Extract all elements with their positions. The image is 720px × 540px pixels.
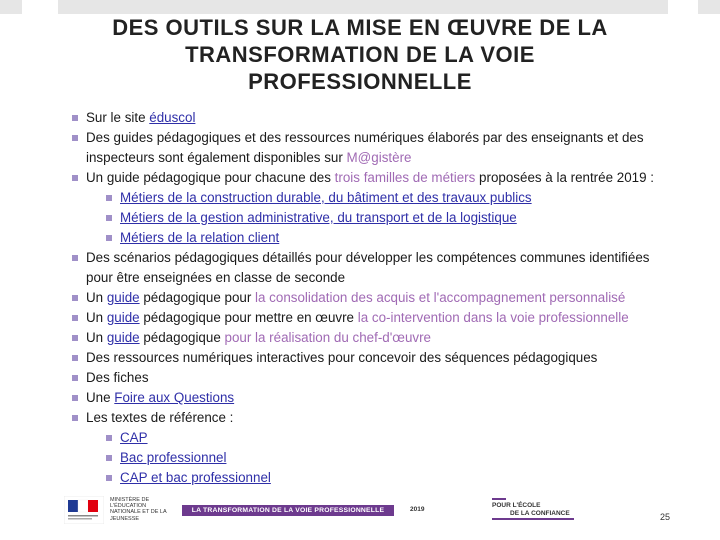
list-item-textes [58, 408, 690, 428]
ecole-confiance-logo [492, 498, 582, 520]
bullet-icon [106, 435, 112, 441]
ecole-line-1: POUR L'ÉCOLE [492, 502, 541, 509]
title-line-2: TRANSFORMATION DE LA VOIE [185, 42, 535, 67]
title-line-1: DES OUTILS SUR LA MISE EN ŒUVRE DE LA [112, 15, 608, 40]
list-item-consolidation [58, 288, 690, 308]
item-text: Un [86, 290, 107, 305]
item-text: Un [86, 330, 107, 345]
bullet-icon [72, 295, 78, 301]
sub-item-cap [58, 428, 690, 448]
item-text: Des guides pédagogiques et des ressources numériques élaborés par des enseignants et des [86, 130, 644, 145]
list-item-eduscol [58, 108, 690, 128]
ministry-label: MINISTÈRE DE L'ÉDUCATION NATIONALE ET DE LA JEUNESSE [110, 497, 167, 522]
consolidation-text: la consolidation des acquis et l'accompagnement personnalisé [255, 290, 626, 305]
item-text: pédagogique pour [139, 290, 256, 305]
bac-pro-link[interactable]: Bac professionnel [120, 450, 227, 465]
item-text: Des scénarios pédagogiques détaillés pour développer les compétences communes identifiées [86, 250, 650, 265]
bullet-icon [72, 375, 78, 381]
top-right-tab [698, 0, 720, 14]
list-item-fiches [58, 368, 690, 388]
bullet-icon [72, 255, 78, 261]
ecole-line-2: DE LA CONFIANCE [510, 509, 570, 517]
eduscol-link[interactable]: éduscol [149, 110, 196, 125]
guide-link-consolidation[interactable]: guide [106, 290, 140, 305]
list-item-ressources [58, 348, 690, 368]
marianne-logo-icon [64, 496, 104, 524]
item-text: pédagogique [139, 330, 225, 345]
list-item-cointervention [58, 308, 690, 328]
item-text: proposées à la rentrée 2019 : [475, 170, 654, 185]
bullet-icon [72, 315, 78, 321]
top-left-tab [0, 0, 22, 14]
list-item-scenarios [58, 248, 690, 288]
construction-link[interactable]: Métiers de la construction durable, du bâtiment et des travaux publics [120, 190, 532, 205]
bullet-icon [72, 395, 78, 401]
bullet-icon [72, 355, 78, 361]
sub-item-construction [58, 188, 690, 208]
item-text: pour être enseignées en classe de seconde [86, 270, 346, 285]
faq-link[interactable]: Foire aux Questions [114, 390, 235, 405]
sub-item-relation [58, 228, 690, 248]
item-text: Une [86, 390, 115, 405]
sub-item-bac-pro [58, 448, 690, 468]
page-number: 25 [659, 512, 670, 522]
bullet-icon [72, 335, 78, 341]
bullet-icon [72, 175, 78, 181]
ecole-logo-underline [492, 518, 574, 520]
sub-item-cap-bac [58, 468, 690, 488]
bullet-icon [72, 115, 78, 121]
gestion-link[interactable]: Métiers de la gestion administrative, du transport et de la logistique [120, 210, 517, 225]
item-text: pédagogique pour mettre en œuvre [139, 310, 358, 325]
year-label: 2019 [410, 506, 425, 513]
item-text: Les textes de référence : [86, 410, 234, 425]
magistere-link[interactable]: M@gistère [346, 150, 412, 165]
slide-title [60, 14, 660, 95]
bullet-icon [106, 455, 112, 461]
item-text: Un guide pédagogique pour chacune des [86, 170, 335, 185]
transformation-banner: LA TRANSFORMATION DE LA VOIE PROFESSIONNELLE [182, 505, 394, 516]
bullet-list [58, 108, 690, 488]
bullet-icon [106, 235, 112, 241]
guide-link-cointervention[interactable]: guide [106, 310, 140, 325]
item-text: Un [86, 310, 107, 325]
bullet-icon [106, 215, 112, 221]
cap-link[interactable]: CAP [120, 430, 148, 445]
list-item-guides [58, 128, 690, 168]
list-item-faq [58, 388, 690, 408]
sub-item-gestion [58, 208, 690, 228]
relation-client-link[interactable]: Métiers de la relation client [120, 230, 280, 245]
bullet-icon [106, 475, 112, 481]
bullet-icon [72, 415, 78, 421]
list-item-chef-oeuvre [58, 328, 690, 348]
bullet-icon [72, 135, 78, 141]
item-text: inspecteurs sont également disponibles sur [86, 150, 347, 165]
ecole-logo-bar [492, 498, 506, 500]
cap-bac-link[interactable]: CAP et bac professionnel [120, 470, 271, 485]
chef-oeuvre-text: pour la réalisation du chef-d'œuvre [224, 330, 431, 345]
title-line-3: PROFESSIONNELLE [248, 69, 472, 94]
cointervention-text-a: la [357, 310, 372, 325]
item-text: Des ressources numériques interactives pour concevoir des séquences pédagogiques [86, 350, 598, 365]
guide-link-chef-oeuvre[interactable]: guide [106, 330, 140, 345]
top-center-tab [58, 0, 668, 14]
families-link[interactable]: trois familles de métiers [334, 170, 476, 185]
item-text: Sur le site [86, 110, 150, 125]
list-item-families [58, 168, 690, 188]
bullet-icon [106, 195, 112, 201]
cointervention-text-b: co-intervention dans la voie professionnelle [371, 310, 629, 325]
item-text: Des fiches [86, 370, 149, 385]
